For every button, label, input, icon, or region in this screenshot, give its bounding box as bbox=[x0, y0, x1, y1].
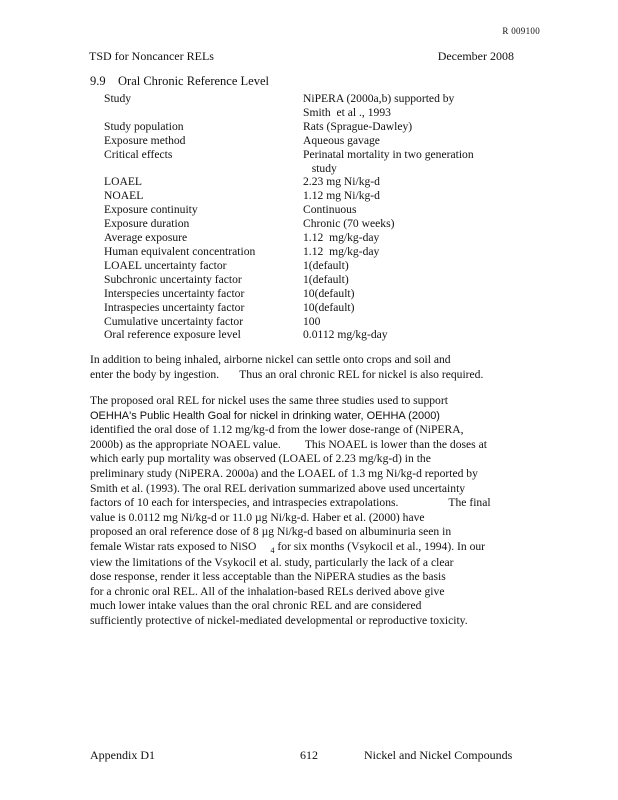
parameter-value-line: Rats (Sprague-Dawley) bbox=[303, 119, 413, 133]
parameter-label: Study population bbox=[104, 119, 184, 133]
parameter-value bbox=[303, 148, 503, 176]
parameter-value-line: Perinatal mortality in two generation bbox=[303, 147, 474, 161]
text-line: 2000b) as the appropriate NOAEL value. This NOAEL is lower than the doses at bbox=[90, 437, 487, 451]
parameter-value-line: 1.12 mg/kg-day bbox=[303, 231, 380, 245]
parameter-value bbox=[303, 315, 503, 329]
parameter-value bbox=[303, 328, 503, 342]
parameter-value bbox=[303, 189, 503, 203]
parameter-row bbox=[104, 175, 503, 189]
parameter-value bbox=[303, 231, 503, 245]
parameter-table bbox=[104, 92, 503, 342]
parameter-label: Exposure method bbox=[104, 133, 186, 147]
parameter-value bbox=[303, 273, 503, 287]
parameter-row bbox=[104, 217, 503, 231]
text-line: proposed an oral reference dose of 8 µg Ni/kg-d based on albuminuria seen in bbox=[90, 525, 452, 539]
parameter-value-line: 10(default) bbox=[303, 286, 355, 300]
parameter-value-line: 1.12 mg/kg-day bbox=[303, 244, 380, 258]
parameter-label: LOAEL bbox=[104, 175, 142, 189]
text-line: The proposed oral REL for nickel uses the same three studies used to support bbox=[90, 394, 448, 407]
parameter-row bbox=[104, 301, 503, 315]
parameter-value-line: 10(default) bbox=[303, 300, 355, 314]
parameter-value bbox=[303, 301, 503, 315]
text-line: much lower intake values than the oral chronic REL and are considered bbox=[90, 599, 422, 613]
parameter-label: Study bbox=[104, 92, 132, 105]
section-heading bbox=[90, 74, 269, 89]
paragraph-rel-derivation bbox=[90, 394, 491, 629]
parameter-value-line: 1(default) bbox=[303, 272, 349, 286]
parameter-row bbox=[104, 148, 503, 176]
parameter-label: Cumulative uncertainty factor bbox=[104, 314, 244, 328]
parameter-value bbox=[303, 92, 503, 120]
parameter-value-line: NiPERA (2000a,b) supported by bbox=[303, 92, 455, 105]
text-line: In addition to being inhaled, airborne nickel can settle onto crops and soil and bbox=[90, 353, 451, 366]
text-line: which early pup mortality was observed (LOAEL of 2.23 mg/kg-d) in the bbox=[90, 452, 431, 466]
bates-number: R 009100 bbox=[502, 26, 540, 36]
parameter-label: LOAEL uncertainty factor bbox=[104, 258, 227, 272]
text-line: dose response, render it less acceptable than the NiPERA studies as the basis bbox=[90, 570, 446, 584]
parameter-row bbox=[104, 273, 503, 287]
parameter-value-line: Chronic (70 weeks) bbox=[303, 217, 395, 231]
parameter-row bbox=[104, 203, 503, 217]
parameter-row bbox=[104, 259, 503, 273]
parameter-row bbox=[104, 120, 503, 134]
parameter-row bbox=[104, 245, 503, 259]
text-line: female Wistar rats exposed to NiSO $_4$ for six months (Vsykocil et al., 1994). In our bbox=[90, 539, 486, 555]
text-line: view the limitations of the Vsykocil et al. study, particularly the lack of a clear bbox=[90, 555, 454, 569]
footer-chemical-name: Nickel and Nickel Compounds bbox=[364, 748, 513, 762]
parameter-row bbox=[104, 315, 503, 329]
parameter-value bbox=[303, 120, 503, 134]
section-number: 9.9 bbox=[90, 74, 106, 88]
parameter-value bbox=[303, 134, 503, 148]
parameter-label: Average exposure bbox=[104, 231, 188, 245]
parameter-value bbox=[303, 203, 503, 217]
parameter-row bbox=[104, 189, 503, 203]
parameter-value-line: Continuous bbox=[303, 203, 357, 217]
parameter-value-line: Aqueous gavage bbox=[303, 133, 380, 147]
parameter-value bbox=[303, 287, 503, 301]
parameter-value bbox=[303, 175, 503, 189]
parameter-label: Intraspecies uncertainty factor bbox=[104, 300, 245, 314]
running-header-date: December 2008 bbox=[437, 49, 514, 63]
parameter-row bbox=[104, 328, 503, 342]
section-title: Oral Chronic Reference Level bbox=[118, 74, 269, 88]
footer-appendix: Appendix D1 bbox=[90, 748, 155, 762]
parameter-label: Oral reference exposure level bbox=[104, 328, 241, 342]
parameter-label: Subchronic uncertainty factor bbox=[104, 272, 242, 286]
parameter-value-line: 2.23 mg Ni/kg-d bbox=[303, 175, 380, 189]
parameter-value-line: 1.12 mg Ni/kg-d bbox=[303, 189, 380, 203]
parameter-value-line: Smith et al ., 1993 bbox=[303, 105, 391, 119]
running-header-title: TSD for Noncancer RELs bbox=[89, 49, 214, 63]
parameter-value bbox=[303, 259, 503, 273]
parameter-value-line: 0.0112 mg/kg-day bbox=[303, 328, 388, 342]
text-line: factors of 10 each for interspecies, and intraspecies extrapolations. The final bbox=[90, 496, 491, 510]
text-line: value is 0.0112 mg Ni/kg-d or 11.0 µg Ni/kg-d. Haber et al. (2000) have bbox=[90, 510, 425, 524]
text-line: identified the oral dose of 1.12 mg/kg-d from the lower dose-range of (NiPERA, bbox=[90, 423, 464, 437]
parameter-label: Exposure continuity bbox=[104, 203, 198, 217]
parameter-value bbox=[303, 217, 503, 231]
text-line: OEHHA's Public Health Goal for nickel in drinking water, OEHHA (2000) bbox=[90, 409, 440, 422]
parameter-row bbox=[104, 287, 503, 301]
parameter-label: Human equivalent concentration bbox=[104, 244, 256, 258]
parameter-row bbox=[104, 231, 503, 245]
parameter-label: Exposure duration bbox=[104, 217, 190, 231]
parameter-value-line: 100 bbox=[303, 314, 321, 328]
paragraph-ingestion bbox=[90, 353, 483, 382]
parameter-row bbox=[104, 134, 503, 148]
parameter-label: NOAEL bbox=[104, 189, 144, 203]
text-line: sufficiently protective of nickel-mediated developmental or reproductive toxicity. bbox=[90, 613, 468, 627]
text-line: for a chronic oral REL. All of the inhalation-based RELs derived above give bbox=[90, 584, 445, 598]
parameter-label: Critical effects bbox=[104, 147, 173, 161]
footer-page-number: 612 bbox=[300, 748, 318, 762]
parameter-row bbox=[104, 92, 503, 120]
text-line: preliminary study (NiPERA. 2000a) and the LOAEL of 1.3 mg Ni/kg-d reported by bbox=[90, 466, 478, 480]
text-line: enter the body by ingestion. Thus an oral chronic REL for nickel is also required. bbox=[90, 367, 484, 381]
parameter-value bbox=[303, 245, 503, 259]
parameter-value-line: 1(default) bbox=[303, 258, 349, 272]
text-line: Smith et al. (1993). The oral REL derivation summarized above used uncertainty bbox=[90, 481, 466, 495]
parameter-value-line: study bbox=[303, 161, 337, 175]
parameter-label: Interspecies uncertainty factor bbox=[104, 286, 245, 300]
